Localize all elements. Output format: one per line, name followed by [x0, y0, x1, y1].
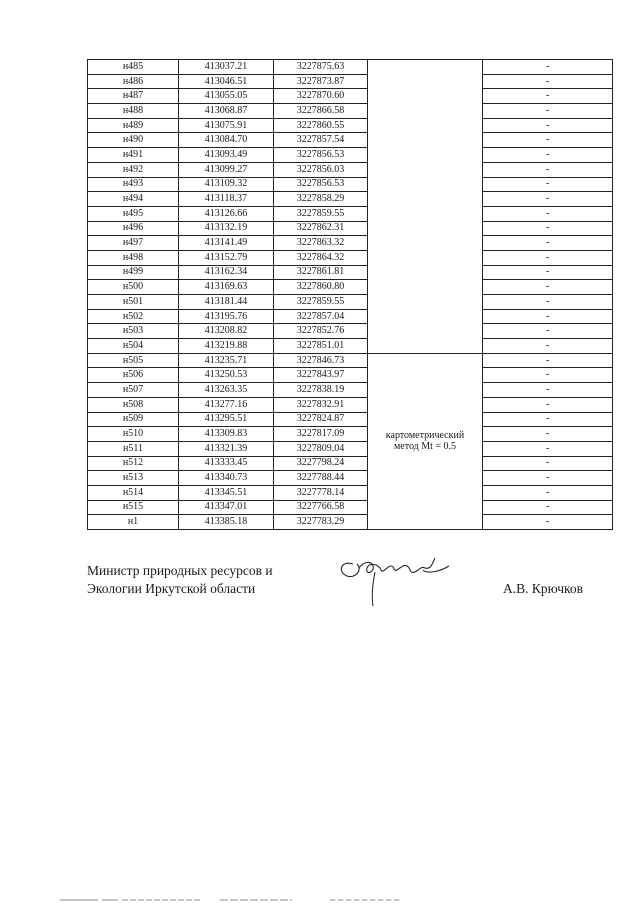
point-cell: н485: [88, 60, 179, 75]
y-coordinate-cell: 3227858.29: [274, 192, 368, 207]
accuracy-cell: -: [483, 485, 613, 500]
x-coordinate-cell: 413075.91: [179, 118, 274, 133]
x-coordinate-cell: 413132.19: [179, 221, 274, 236]
scan-footer-artifact: [60, 898, 420, 902]
table-row: [88, 192, 613, 207]
y-coordinate-cell: 3227875.63: [274, 60, 368, 75]
accuracy-cell: -: [483, 74, 613, 89]
x-coordinate-cell: 413152.79: [179, 250, 274, 265]
accuracy-cell: -: [483, 471, 613, 486]
y-coordinate-cell: 3227766.58: [274, 500, 368, 515]
point-cell: н506: [88, 368, 179, 383]
point-cell: н488: [88, 104, 179, 119]
x-coordinate-cell: 413340.73: [179, 471, 274, 486]
x-coordinate-cell: 413195.76: [179, 309, 274, 324]
accuracy-cell: -: [483, 515, 613, 530]
point-cell: н1: [88, 515, 179, 530]
point-cell: н515: [88, 500, 179, 515]
signatory-title: [87, 562, 273, 598]
table-row: [88, 441, 613, 456]
y-coordinate-cell: 3227852.76: [274, 324, 368, 339]
accuracy-cell: -: [483, 500, 613, 515]
table-row: [88, 133, 613, 148]
y-coordinate-cell: 3227857.04: [274, 309, 368, 324]
accuracy-cell: -: [483, 309, 613, 324]
x-coordinate-cell: 413295.51: [179, 412, 274, 427]
y-coordinate-cell: 3227778.14: [274, 485, 368, 500]
table-row: [88, 309, 613, 324]
y-coordinate-cell: 3227866.58: [274, 104, 368, 119]
handwritten-signature: [335, 548, 455, 610]
y-coordinate-cell: 3227817.09: [274, 427, 368, 442]
y-coordinate-cell: 3227798.24: [274, 456, 368, 471]
accuracy-cell: -: [483, 295, 613, 310]
x-coordinate-cell: 413093.49: [179, 148, 274, 163]
table-row: [88, 295, 613, 310]
y-coordinate-cell: 3227832.91: [274, 397, 368, 412]
coordinates-table-body: [88, 60, 613, 530]
point-cell: н490: [88, 133, 179, 148]
point-cell: н508: [88, 397, 179, 412]
point-cell: н502: [88, 309, 179, 324]
table-row: [88, 280, 613, 295]
accuracy-cell: -: [483, 236, 613, 251]
y-coordinate-cell: 3227846.73: [274, 353, 368, 368]
point-cell: н493: [88, 177, 179, 192]
table-row: [88, 89, 613, 104]
x-coordinate-cell: 413333.45: [179, 456, 274, 471]
x-coordinate-cell: 413181.44: [179, 295, 274, 310]
accuracy-cell: -: [483, 353, 613, 368]
y-coordinate-cell: 3227788.44: [274, 471, 368, 486]
table-row: [88, 60, 613, 75]
y-coordinate-cell: 3227873.87: [274, 74, 368, 89]
y-coordinate-cell: 3227838.19: [274, 383, 368, 398]
y-coordinate-cell: 3227856.03: [274, 162, 368, 177]
point-cell: н513: [88, 471, 179, 486]
x-coordinate-cell: 413385.18: [179, 515, 274, 530]
table-row: [88, 74, 613, 89]
x-coordinate-cell: 413118.37: [179, 192, 274, 207]
y-coordinate-cell: 3227859.55: [274, 206, 368, 221]
x-coordinate-cell: 413099.27: [179, 162, 274, 177]
point-cell: н500: [88, 280, 179, 295]
coordinates-table: [87, 59, 613, 530]
method-cell: [368, 353, 483, 529]
x-coordinate-cell: 413084.70: [179, 133, 274, 148]
accuracy-cell: -: [483, 206, 613, 221]
table-row: [88, 324, 613, 339]
accuracy-cell: -: [483, 221, 613, 236]
point-cell: н501: [88, 295, 179, 310]
table-row: [88, 265, 613, 280]
method-accuracy: метод Mt = 0.5: [393, 441, 457, 453]
signatory-title-line-1: Министр природных ресурсов и: [87, 563, 273, 578]
x-coordinate-cell: 413263.35: [179, 383, 274, 398]
x-coordinate-cell: 413046.51: [179, 74, 274, 89]
y-coordinate-cell: 3227864.32: [274, 250, 368, 265]
x-coordinate-cell: 413068.87: [179, 104, 274, 119]
accuracy-cell: -: [483, 192, 613, 207]
accuracy-cell: -: [483, 60, 613, 75]
y-coordinate-cell: 3227809.04: [274, 441, 368, 456]
table-row: [88, 456, 613, 471]
table-row: [88, 221, 613, 236]
table-row: [88, 500, 613, 515]
table-row: [88, 177, 613, 192]
accuracy-cell: -: [483, 89, 613, 104]
y-coordinate-cell: 3227862.31: [274, 221, 368, 236]
x-coordinate-cell: 413347.01: [179, 500, 274, 515]
x-coordinate-cell: 413345.51: [179, 485, 274, 500]
y-coordinate-cell: 3227870.60: [274, 89, 368, 104]
accuracy-cell: -: [483, 265, 613, 280]
table-row: [88, 162, 613, 177]
y-coordinate-cell: 3227851.01: [274, 339, 368, 354]
table-row: [88, 471, 613, 486]
accuracy-cell: -: [483, 133, 613, 148]
point-cell: н496: [88, 221, 179, 236]
x-coordinate-cell: 413055.05: [179, 89, 274, 104]
point-cell: н487: [88, 89, 179, 104]
accuracy-cell: -: [483, 397, 613, 412]
x-coordinate-cell: 413109.32: [179, 177, 274, 192]
accuracy-cell: -: [483, 339, 613, 354]
table-row: [88, 250, 613, 265]
x-coordinate-cell: 413277.16: [179, 397, 274, 412]
x-coordinate-cell: 413169.63: [179, 280, 274, 295]
point-cell: н512: [88, 456, 179, 471]
accuracy-cell: -: [483, 324, 613, 339]
y-coordinate-cell: 3227783.29: [274, 515, 368, 530]
point-cell: н492: [88, 162, 179, 177]
table-row: [88, 427, 613, 442]
table-row: [88, 104, 613, 119]
accuracy-cell: -: [483, 456, 613, 471]
y-coordinate-cell: 3227824.87: [274, 412, 368, 427]
table-row: [88, 206, 613, 221]
point-cell: н494: [88, 192, 179, 207]
point-cell: н511: [88, 441, 179, 456]
table-row: [88, 412, 613, 427]
table-row: [88, 236, 613, 251]
accuracy-cell: -: [483, 104, 613, 119]
accuracy-cell: -: [483, 162, 613, 177]
point-cell: н499: [88, 265, 179, 280]
x-coordinate-cell: 413208.82: [179, 324, 274, 339]
accuracy-cell: -: [483, 148, 613, 163]
accuracy-cell: -: [483, 412, 613, 427]
table-row: [88, 485, 613, 500]
method-cell-empty: [368, 60, 483, 354]
accuracy-cell: -: [483, 280, 613, 295]
point-cell: н497: [88, 236, 179, 251]
x-coordinate-cell: 413250.53: [179, 368, 274, 383]
accuracy-cell: -: [483, 441, 613, 456]
x-coordinate-cell: 413309.83: [179, 427, 274, 442]
point-cell: н514: [88, 485, 179, 500]
x-coordinate-cell: 413162.34: [179, 265, 274, 280]
point-cell: н509: [88, 412, 179, 427]
x-coordinate-cell: 413037.21: [179, 60, 274, 75]
y-coordinate-cell: 3227843.97: [274, 368, 368, 383]
x-coordinate-cell: 413141.49: [179, 236, 274, 251]
accuracy-cell: -: [483, 368, 613, 383]
accuracy-cell: -: [483, 427, 613, 442]
point-cell: н486: [88, 74, 179, 89]
accuracy-cell: -: [483, 383, 613, 398]
x-coordinate-cell: 413321.39: [179, 441, 274, 456]
y-coordinate-cell: 3227857.54: [274, 133, 368, 148]
table-row: [88, 397, 613, 412]
table-row: [88, 148, 613, 163]
signatory-name: А.В. Крючков: [503, 581, 583, 596]
point-cell: н503: [88, 324, 179, 339]
accuracy-cell: -: [483, 250, 613, 265]
point-cell: н510: [88, 427, 179, 442]
y-coordinate-cell: 3227859.55: [274, 295, 368, 310]
accuracy-cell: -: [483, 177, 613, 192]
x-coordinate-cell: 413235.71: [179, 353, 274, 368]
x-coordinate-cell: 413126.66: [179, 206, 274, 221]
y-coordinate-cell: 3227860.55: [274, 118, 368, 133]
table-row: [88, 118, 613, 133]
y-coordinate-cell: 3227863.32: [274, 236, 368, 251]
table-row: [88, 515, 613, 530]
y-coordinate-cell: 3227856.53: [274, 177, 368, 192]
method-name: картометрический: [385, 430, 465, 442]
point-cell: н489: [88, 118, 179, 133]
y-coordinate-cell: 3227856.53: [274, 148, 368, 163]
point-cell: н498: [88, 250, 179, 265]
table-row: [88, 339, 613, 354]
table-row: [88, 368, 613, 383]
table-row: [88, 353, 613, 368]
point-cell: н507: [88, 383, 179, 398]
point-cell: н495: [88, 206, 179, 221]
point-cell: н504: [88, 339, 179, 354]
accuracy-cell: -: [483, 118, 613, 133]
table-row: [88, 383, 613, 398]
y-coordinate-cell: 3227861.81: [274, 265, 368, 280]
y-coordinate-cell: 3227860.80: [274, 280, 368, 295]
point-cell: н491: [88, 148, 179, 163]
x-coordinate-cell: 413219.88: [179, 339, 274, 354]
point-cell: н505: [88, 353, 179, 368]
signatory-title-line-2: Экологии Иркутской области: [87, 581, 256, 596]
